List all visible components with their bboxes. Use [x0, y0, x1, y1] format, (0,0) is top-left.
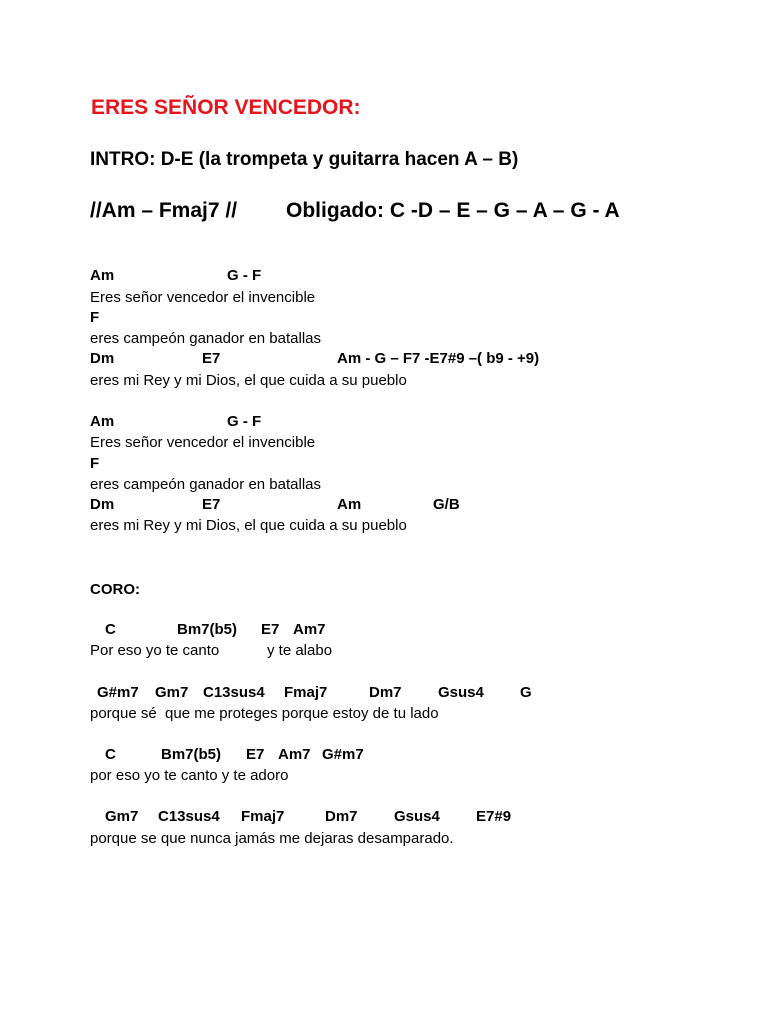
chord: Gsus4 [438, 684, 484, 701]
chord: C [105, 621, 116, 638]
chord: Fmaj7 [241, 808, 285, 825]
obligado-line: Obligado: C -D – E – G – A – G - A [286, 199, 620, 222]
chord: E7#9 [476, 808, 512, 825]
chord: Dm7 [325, 808, 358, 825]
chord: E7 [261, 621, 280, 638]
chord: Am7 [278, 746, 311, 763]
lyric-line: Por eso yo te canto [90, 642, 220, 659]
chord: Dm [90, 496, 115, 513]
lyric-line: eres campeón ganador en batallas [90, 476, 321, 493]
chord: E7 [202, 350, 221, 367]
chord: F [90, 455, 100, 472]
chord: Bm7(b5) [161, 746, 222, 763]
chord: Am7 [293, 621, 326, 638]
chord: Dm7 [369, 684, 402, 701]
chord: E7 [202, 496, 221, 513]
chord: Gm7 [105, 808, 139, 825]
chord: G - F [227, 413, 262, 430]
riff-chords: //Am – Fmaj7 // [90, 199, 238, 222]
chord: Fmaj7 [284, 684, 328, 701]
chord: F [90, 309, 100, 326]
chord: Am - G – F7 -E7#9 –( b9 - +9) [337, 350, 540, 367]
lyric-line: porque sé que me proteges porque estoy de tu lado [90, 705, 439, 722]
chord: Am [90, 413, 115, 430]
chord: G#m7 [97, 684, 139, 701]
coro-heading: CORO: [90, 581, 140, 598]
lyric-line: eres mi Rey y mi Dios, el que cuida a su pueblo [90, 517, 407, 534]
lyric-line: porque se que nunca jamás me dejaras desamparado. [90, 830, 454, 847]
intro-line: INTRO: D-E (la trompeta y guitarra hacen A – B) [90, 149, 519, 170]
chord: C13sus4 [203, 684, 265, 701]
song-title: ERES SEÑOR VENCEDOR: [91, 96, 361, 119]
chord: G#m7 [322, 746, 364, 763]
lyric-line: Eres señor vencedor el invencible [90, 289, 316, 306]
chord: Gm7 [155, 684, 189, 701]
chord: Gsus4 [394, 808, 440, 825]
chord: Am [90, 267, 115, 284]
lyric-line: eres campeón ganador en batallas [90, 330, 321, 347]
chord: G - F [227, 267, 262, 284]
chord: C13sus4 [158, 808, 220, 825]
chord: Am [337, 496, 362, 513]
chord: Bm7(b5) [177, 621, 238, 638]
lyric-line: Eres señor vencedor el invencible [90, 434, 316, 451]
chord: E7 [246, 746, 265, 763]
lyric-line: y te alabo [267, 642, 333, 659]
chord: Dm [90, 350, 115, 367]
lyric-line: eres mi Rey y mi Dios, el que cuida a su pueblo [90, 372, 407, 389]
chord: C [105, 746, 116, 763]
lyric-line: por eso yo te canto y te adoro [90, 767, 289, 784]
chord: G [520, 684, 532, 701]
chord: G/B [433, 496, 460, 513]
